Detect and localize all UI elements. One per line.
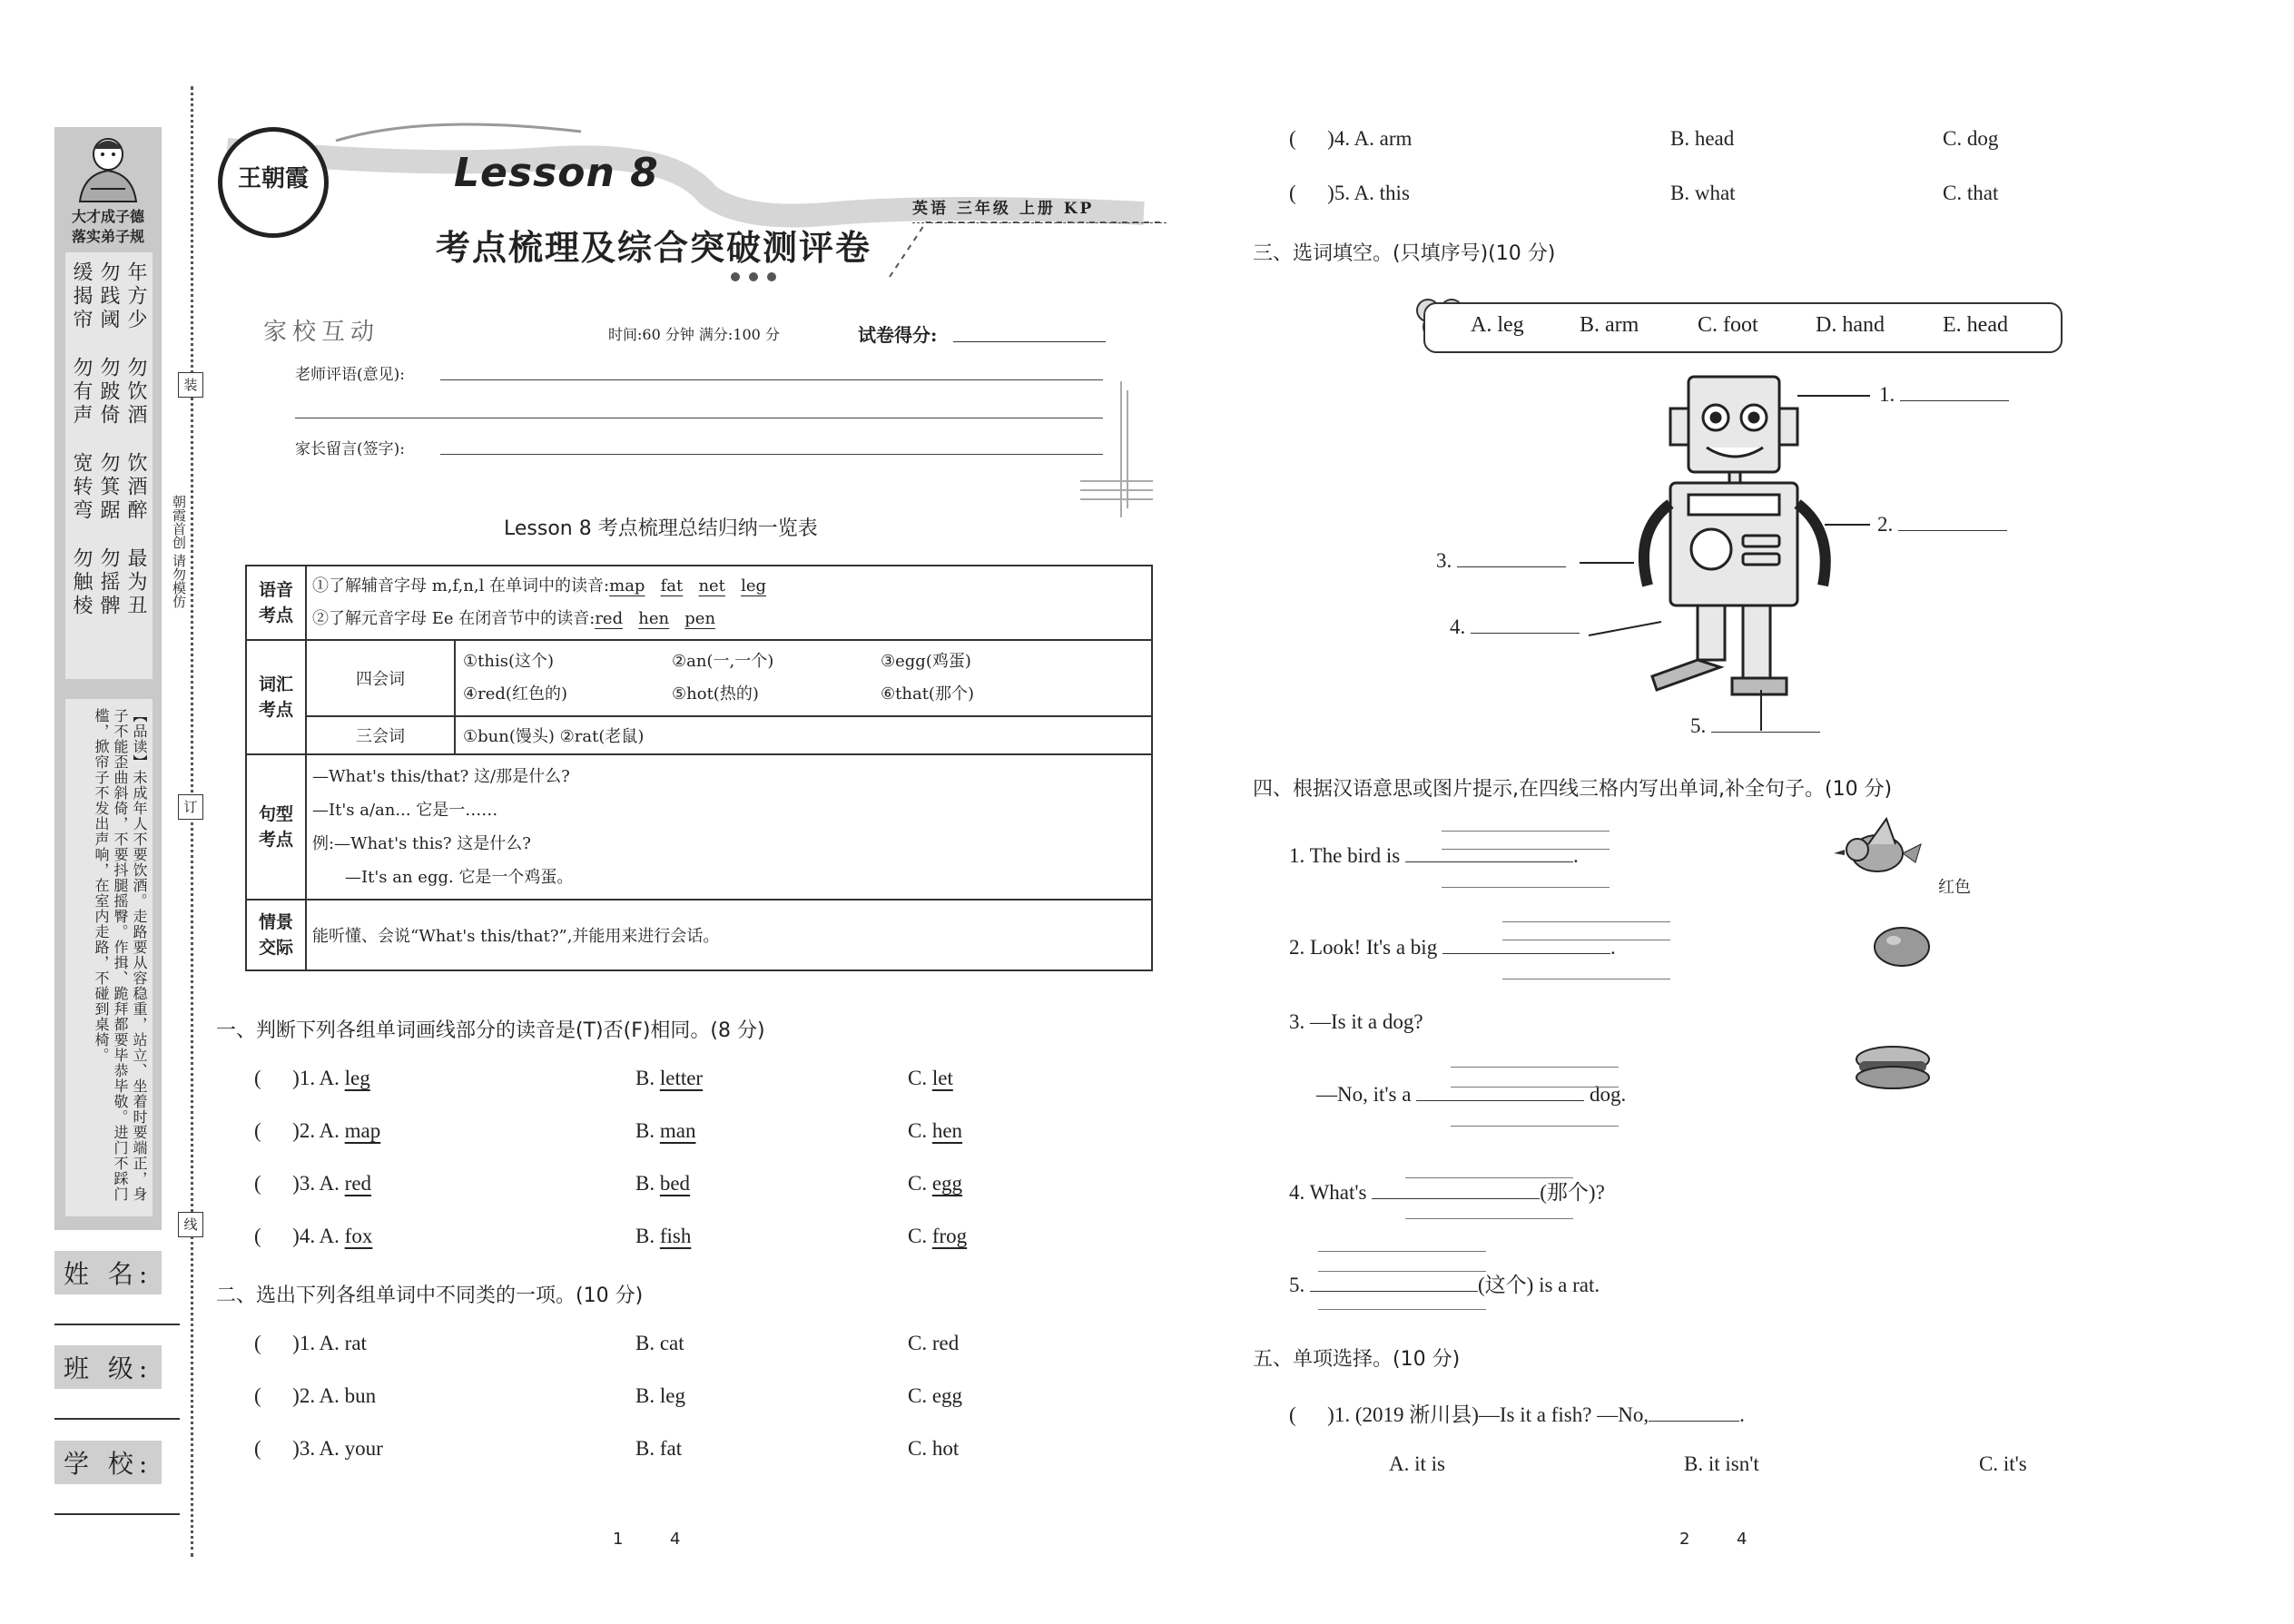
summary-table (245, 565, 1153, 971)
hotdog-icon (1852, 1039, 1934, 1094)
page-number-left: 1 4 (613, 1530, 681, 1549)
q4-5: 5. (这个) is a rat. (1289, 1274, 1600, 1296)
comm-label: 情景交际 (246, 900, 306, 970)
answer-paren[interactable]: ( (1289, 1403, 1328, 1426)
q5-option-a[interactable]: A. it is (1389, 1452, 1445, 1475)
brand-logo: 王朝霞 (218, 127, 329, 238)
motto-col: 勿践阈 (97, 261, 120, 332)
vocab-label: 词汇考点 (246, 640, 306, 754)
section2-item: ( )3. A. your B. fat C. hot (254, 1437, 960, 1460)
guide-line (1451, 1087, 1619, 1088)
teacher-comment-line[interactable] (440, 379, 1103, 380)
answer-paren[interactable]: ( (254, 1332, 293, 1354)
teacher-comment-label: 老师评语(意见): (295, 366, 405, 384)
score-label: 试卷得分: (858, 324, 938, 346)
q4-3a: 3. —Is it a dog? (1289, 1010, 1423, 1033)
section2-list-left (254, 1332, 1071, 1490)
section1-heading: 一、判断下列各组单词画线部分的读音是(T)否(F)相同。(8 分) (216, 1019, 765, 1042)
q4-3b: —No, it's a dog. (1316, 1083, 1627, 1106)
decor-lines (1080, 381, 1153, 517)
exam-title: 考点梳理及综合突破测评卷 (436, 227, 872, 268)
motto-col: 勿箕踞 (97, 452, 120, 523)
motto-col: 勿摇髀 (97, 547, 120, 618)
cut-note: 朝霞首创 请勿模仿 (171, 495, 187, 608)
school-label: 学 校: (54, 1441, 162, 1484)
guide-line (1318, 1251, 1486, 1252)
motto-col: 饮酒醉 (124, 452, 147, 523)
class-field[interactable] (54, 1418, 180, 1420)
blank-5[interactable]: 5. (1690, 714, 1820, 738)
q4-4: 4. What's (那个)? (1289, 1181, 1605, 1204)
answer-paren[interactable]: ( (254, 1225, 293, 1247)
word-option: E. head (1943, 313, 2008, 337)
section2-item: ( )4. A. arm B. head C. dog (1289, 127, 1999, 150)
q5-option-c[interactable]: C. it's (1979, 1452, 2027, 1475)
four-line-answer[interactable] (1416, 1100, 1584, 1101)
word-option: A. leg (1471, 313, 1524, 337)
phonics-content: ①了解辅音字母 m,f,n,l 在单词中的读音:map fat net leg ②了解元音字母 Ee 在闭音节中的读音:red hen pen (306, 566, 1152, 640)
time-info: 时间:60 分钟 满分:100 分 (608, 326, 780, 343)
section2-heading: 二、选出下列各组单词中不同类的一项。(10 分) (216, 1284, 644, 1307)
answer-paren[interactable]: ( (1289, 182, 1328, 204)
name-label: 姓 名: (54, 1251, 162, 1294)
name-field[interactable] (54, 1324, 180, 1325)
cut-mark: 订 (178, 794, 203, 820)
motto-col: 最为丑 (124, 547, 147, 618)
reading-text: 【品读】未成年人不要饮酒。走路要从容稳重，站立、坐着时要端正，身子不能歪曲斜倚，不要抖腿摇臀。作揖、跪拜都要毕恭毕敬。进门不踩门槛，掀帘子不发出声响，在室内走路，不碰到桌椅。 (93, 708, 148, 1202)
motto-col: 勿有声 (70, 357, 93, 428)
section4-heading: 四、根据汉语意思或图片提示,在四线三格内写出单词,补全句子。(10 分) (1253, 778, 1893, 801)
section2-item: ( )1. A. rat B. cat C. red (254, 1332, 960, 1354)
answer-paren[interactable]: ( (254, 1067, 293, 1089)
q4-1: 1. The bird is . (1289, 844, 1579, 867)
answer-blank[interactable] (1649, 1421, 1739, 1422)
four-skills-words: ①this(这个) ②an(一,一个) ③egg(鸡蛋) ④red(红色的) ⑤hot(热的) ⑥that(那个) (455, 640, 1152, 716)
four-line-answer[interactable] (1310, 1291, 1478, 1292)
section3-heading: 三、选词填空。(只填序号)(10 分) (1253, 242, 1556, 265)
summary-table-title: Lesson 8 考点梳理总结归纳一览表 (504, 517, 818, 540)
guide-line (1405, 1177, 1573, 1178)
sentence-content: —What's this/that? 这/那是什么? —It's a/an... 它是一…… 例:—What's this? 这是什么? —It's an egg. 它是一个鸡蛋。 (306, 754, 1152, 900)
motto-col-extra (69, 672, 151, 673)
parent-comment-label: 家长留言(签字): (295, 440, 405, 458)
answer-paren[interactable]: ( (254, 1119, 293, 1142)
blank-3[interactable]: 3. (1436, 549, 1566, 573)
answer-paren[interactable]: ( (1289, 127, 1328, 150)
four-line-answer[interactable] (1405, 861, 1573, 862)
lesson-title: Lesson 8 (454, 150, 659, 196)
guide-line (1442, 887, 1610, 888)
q5-1: ( )1. (2019 淅川县)—Is it a fish? —No, . (1289, 1403, 1745, 1426)
guide-line (1405, 1218, 1573, 1219)
guide-line (1451, 1126, 1619, 1127)
word-option: D. hand (1816, 313, 1885, 337)
answer-paren[interactable]: ( (254, 1172, 293, 1195)
motto-col: 勿饮酒 (124, 357, 147, 428)
blank-4[interactable]: 4. (1450, 615, 1580, 639)
section2-list-right (1289, 127, 2106, 236)
word-option: B. arm (1580, 313, 1639, 337)
motto-col: 勿触棱 (70, 547, 93, 618)
bird-icon (1832, 817, 1923, 881)
motto-col: 年方少 (124, 261, 147, 332)
cut-mark: 装 (178, 372, 203, 398)
motto-col: 缓揭帘 (70, 261, 93, 332)
answer-paren[interactable]: ( (254, 1437, 293, 1460)
cut-line (191, 86, 193, 1557)
three-skills-label: 三会词 (306, 716, 455, 754)
section1-item: ( )2. A. map B. man C. hen (254, 1119, 963, 1142)
section5-heading: 五、单项选择。(10 分) (1253, 1348, 1461, 1371)
motto-col: 宽转弯 (70, 452, 93, 523)
page-number-right: 2 4 (1679, 1530, 1748, 1549)
guide-line (1451, 1067, 1619, 1068)
word-bank (1423, 302, 2063, 353)
grade-tag-underline (912, 222, 1167, 223)
four-line-answer[interactable] (1372, 1198, 1540, 1199)
leader-lines (1561, 381, 2015, 735)
class-label: 班 级: (54, 1345, 162, 1389)
sentence-label: 句型考点 (246, 754, 306, 900)
motto-top: 大才成子德 落实弟子规 (71, 208, 144, 245)
answer-paren[interactable]: ( (254, 1384, 293, 1407)
q5-option-b[interactable]: B. it isn't (1684, 1452, 1759, 1475)
four-skills-label: 四会词 (306, 640, 455, 716)
score-field[interactable] (953, 341, 1106, 342)
guide-line (1442, 831, 1610, 832)
guide-line (1502, 921, 1670, 922)
guide-line (1318, 1309, 1486, 1310)
four-line-answer[interactable] (1442, 953, 1610, 954)
motto-col: 勿跛倚 (97, 357, 120, 428)
word-option: C. foot (1698, 313, 1758, 337)
q4-2: 2. Look! It's a big . (1289, 936, 1616, 959)
section1-item: ( )1. A. leg B. letter C. let (254, 1067, 953, 1089)
section2-item: ( )2. A. bun B. leg C. egg (254, 1384, 963, 1407)
school-field[interactable] (54, 1513, 180, 1515)
phonics-label: 语音考点 (246, 566, 306, 640)
egg-icon (1870, 924, 1934, 969)
child-illustration (71, 134, 145, 205)
guide-line (1318, 1271, 1486, 1272)
blank-1[interactable]: 1. (1879, 383, 2009, 407)
section1-item: ( )4. A. fox B. fish C. frog (254, 1225, 968, 1247)
parent-comment-line[interactable] (440, 454, 1103, 455)
three-skills-words: ①bun(馒头) ②rat(老鼠) (455, 716, 1152, 754)
home-school-label: 家校互动 (263, 319, 380, 346)
section1-list (254, 1067, 1071, 1277)
cut-mark: 线 (178, 1212, 203, 1237)
blank-2[interactable]: 2. (1877, 513, 2007, 536)
section1-item: ( )3. A. red B. bed C. egg (254, 1172, 963, 1195)
comm-content: 能听懂、会说“What's this/that?”,并能用来进行会话。 (306, 900, 1152, 970)
section2-item: ( )5. A. this B. what C. that (1289, 182, 1999, 204)
grade-tag: 英语 三年级 上册 KP (912, 200, 1095, 218)
red-hint: 红色 (1938, 878, 1971, 897)
motto-columns (69, 261, 151, 670)
guide-line (1442, 849, 1610, 850)
